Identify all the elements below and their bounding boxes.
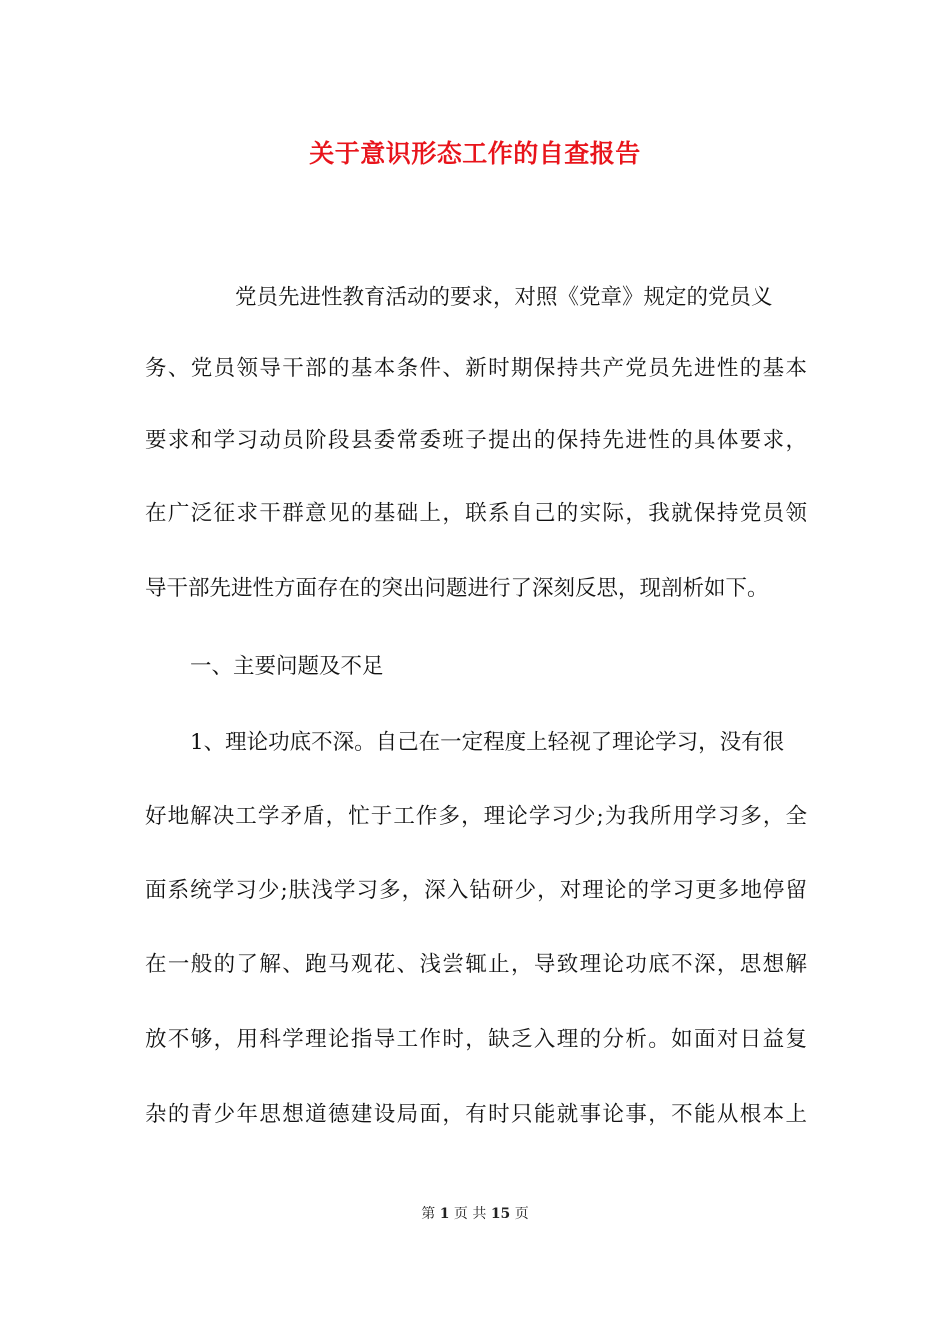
page-footer xyxy=(0,1204,950,1224)
body-line-10: 在一般的了解、跑马观花、浅尝辄止，导致理论功底不深，思想解 xyxy=(145,952,807,977)
total-pages: 15 xyxy=(490,1206,511,1222)
body-line-5: 导干部先进性方面存在的突出问题进行了深刻反思，现剖析如下。 xyxy=(145,576,769,601)
body-line-9: 面系统学习少;肤浅学习多，深入钻研少，对理论的学习更多地停留 xyxy=(145,878,807,903)
body-line-1: 党员先进性教育活动的要求，对照《党章》规定的党员义 xyxy=(235,285,773,310)
footer-prefix: 第 xyxy=(421,1206,436,1222)
footer-suffix: 页 xyxy=(514,1206,529,1222)
footer-middle: 页 共 xyxy=(453,1206,487,1222)
section-heading: 一、主要问题及不足 xyxy=(190,654,384,679)
body-line-11: 放不够，用科学理论指导工作时，缺乏入理的分析。如面对日益复 xyxy=(145,1027,807,1052)
page-number: 1 xyxy=(439,1206,450,1222)
body-line-8: 好地解决工学矛盾，忙于工作多，理论学习少;为我所用学习多，全 xyxy=(145,804,807,829)
body-line-7: 1、理论功底不深。自己在一定程度上轻视了理论学习，没有很 xyxy=(190,730,785,755)
body-line-12: 杂的青少年思想道德建设局面，有时只能就事论事，不能从根本上 xyxy=(145,1102,807,1127)
body-line-2: 务、党员领导干部的基本条件、新时期保持共产党员先进性的基本 xyxy=(145,356,807,381)
body-line-4: 在广泛征求干群意见的基础上，联系自己的实际，我就保持党员领 xyxy=(145,501,807,526)
body-line-3: 要求和学习动员阶段县委常委班子提出的保持先进性的具体要求， xyxy=(145,428,807,453)
document-title: 关于意识形态工作的自查报告 xyxy=(309,139,641,168)
